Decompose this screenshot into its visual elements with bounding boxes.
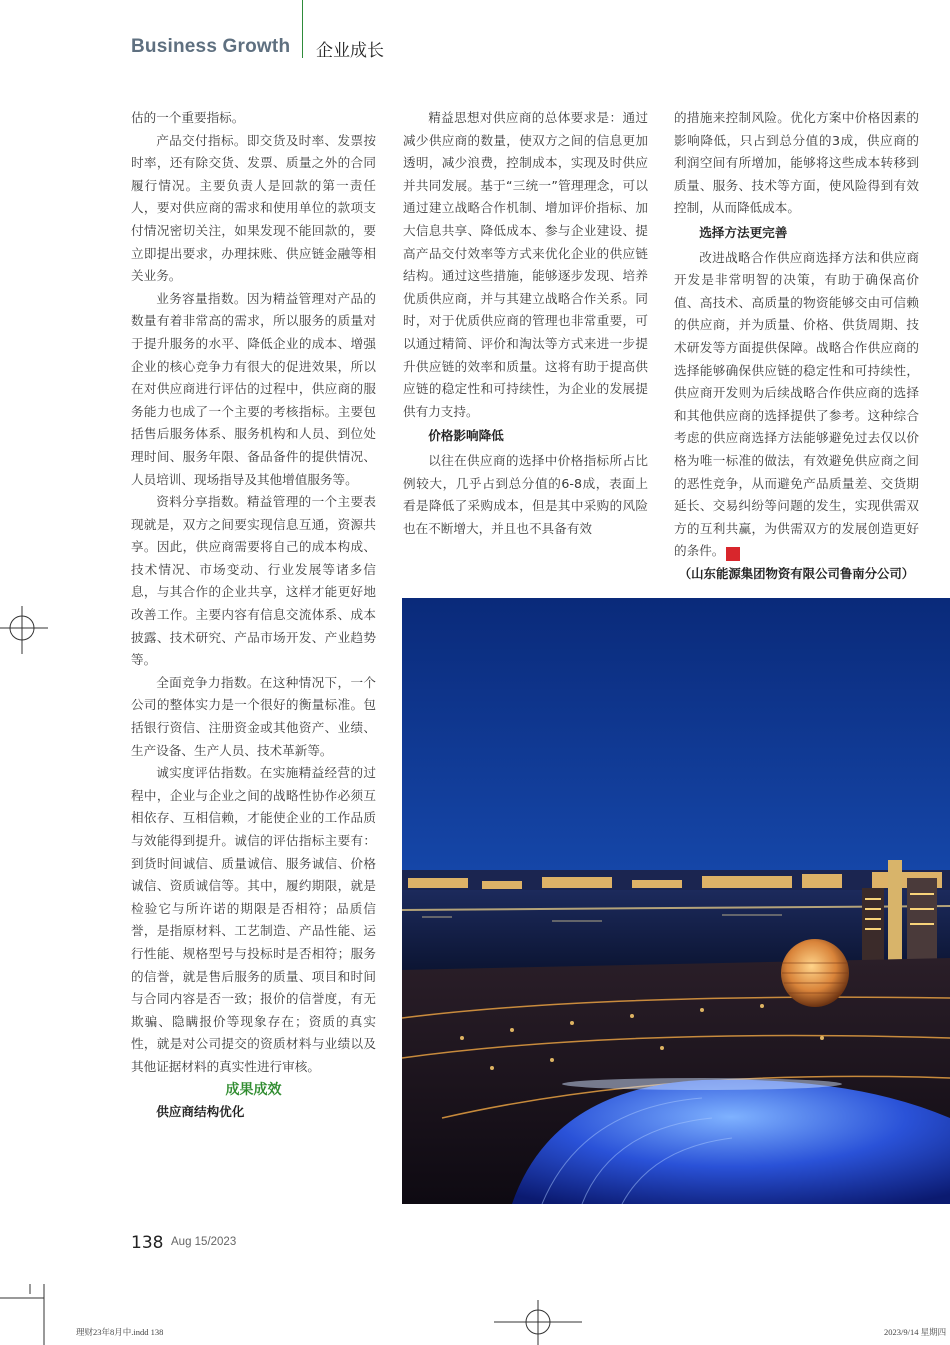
page-number: 138 xyxy=(131,1233,164,1253)
paragraph: 估的一个重要指标。 xyxy=(131,110,245,125)
paragraph: 业务容量指数。因为精益管理对产品的数量有着非常高的需求，所以服务的质量对于提升服务的水平、降低企业的成本、增强企业的核心竞争力有很大的促进效果，所以在对供应商进行评估的过程中，供应商的服务能力也成了一个主要的考核指标。主要包括售后服务体系、服务机构和人员、到位处理时间、服务年限、备品备件的提供情况、人员培训、现场指导及其他增值服务等。 xyxy=(131,290,376,487)
text-column-3 xyxy=(674,107,919,585)
subheading: 价格影响降低 xyxy=(428,428,504,444)
registration-mark-bottom xyxy=(494,1296,582,1345)
end-of-article-mark: L xyxy=(726,547,740,561)
magazine-section-title-en: Business Growth xyxy=(131,36,291,57)
text-column-2 xyxy=(403,107,648,540)
print-slug-right: 2023/9/14 星期四 xyxy=(884,1327,947,1337)
paragraph: 以往在供应商的选择中价格指标所占比例较大，几乎占到总分值的6-8成，表面上看是降低了采购成本，但是其中采购的风险也在不断增大，并且也不具备有效 xyxy=(403,452,648,536)
paragraph: 资料分享指数。精益管理的一个主要表现就是，双方之间要实现信息互通，资源共享。因此，供应商需要将自己的成本构成、技术情况、市场变动、行业发展等诸多信息，与其合作的企业共享，这样才能更好地改善工作。主要内容有信息交流体系、成本披露、技术研究、产品市场开发、产业趋势等。 xyxy=(131,494,376,668)
author-affiliation: （山东能源集团物资有限公司鲁南分公司） xyxy=(678,565,915,581)
paragraph: 改进战略合作供应商选择方法和供应商开发是非常明智的决策，有助于确保高价值、高技术、高质量的物资能够交由可信赖的供应商，并为质量、价格、供货周期、技术研发等方面提供保障。战略合作供应商的选择能够确保供应链的稳定性和可持续性，供应商开发则为后续战略合作供应商的选择和其他供应商的选择提供了参考。这种综合考虑的供应商选择方法能够避免过去仅以价格为唯一标准的做法，有效避免供应商之间的恶性竞争，从而避免产品质量差、交货期延长、交易纠纷等问题的发生，实现供需双方的互利共赢，为供需双方的发展创造更好的条件。 xyxy=(674,249,919,559)
paragraph-with-end-mark xyxy=(674,247,919,563)
section-heading: 成果成效 xyxy=(225,1081,282,1098)
text-column-1 xyxy=(131,107,376,1124)
paragraph: 诚实度评估指数。在实施精益经营的过程中，企业与企业之间的战略性协作必须互相依存、互相信赖，才能使企业的工作品质与效能得到提升。诚信的评估指标主要有：到货时间诚信、质量诚信、服务诚信、价格诚信、资质诚信等。其中，履约期限，就是检验它与所许诺的期限是否相符；品质信誉，是指原材料、工艺制造、产品性能、运行性能、规格型号与投标时是否相符；服务的信誉，就是售后服务的质量、项目和时间与合同内容是否一致；报价的信誉度，有无欺骗、隐瞒报价等现象存在；资质的真实性，就是对公司提交的资质材料与业绩以及其他证据材料的真实性进行审核。 xyxy=(131,765,376,1074)
paragraph: 产品交付指标。即交货及时率、发票按时率，还有除交货、发票、质量之外的合同履行情况。主要负责人是回款的第一责任人，要对供应商的需求和使用单位的款项支付情况密切关注，如果发现不能回款的，要立即提出要求，办理抹账、供应链金融等相关业务。 xyxy=(131,132,376,284)
subheading: 选择方法更完善 xyxy=(699,224,788,240)
issue-date: Aug 15/2023 xyxy=(171,1236,237,1248)
paragraph: 的措施来控制风险。优化方案中价格因素的影响降低，只占到总分值的3成，供应商的利润空间有所增加，能够将这些成本转移到质量、服务、技术等方面，使风险得到有效控制，从而降低成本。 xyxy=(674,110,919,216)
print-slug-left: 理财23年8月中.indd 138 xyxy=(76,1327,164,1337)
paragraph: 全面竞争力指数。在这种情况下，一个公司的整体实力是一个很好的衡量标准。包括银行资信、注册资金或其他资产、业绩、生产设备、生产人员、技术革新等。 xyxy=(131,674,376,758)
registration-mark-left xyxy=(0,606,50,656)
subheading: 供应商结构优化 xyxy=(156,1104,245,1120)
magazine-section-title-cn: 企业成长 xyxy=(316,41,384,61)
night-cityscape-photo xyxy=(402,598,950,1204)
paragraph: 精益思想对供应商的总体要求是：通过减少供应商的数量，使双方之间的信息更加透明，减少浪费，控制成本，实现及时供应并共同发展。基于“三统一”管理理念，可以通过建立战略合作机制、增加评价指标、加大信息共享、降低成本、参与企业建设、提高产品交付效率等方式来优化企业的供应链结构。通过这些措施，能够逐步发现、培养优质供应商，并与其建立战略合作关系。同时，对于优质供应商的管理也非常重要，可以通过精简、评价和淘汰等方式来进一步提升供应链的效率和质量。这将有助于提高供应链的稳定性和可持续性，为企业的发展提供有力支持。 xyxy=(403,110,648,419)
crop-mark-bottom-left xyxy=(0,1284,50,1345)
header-divider xyxy=(302,0,303,58)
